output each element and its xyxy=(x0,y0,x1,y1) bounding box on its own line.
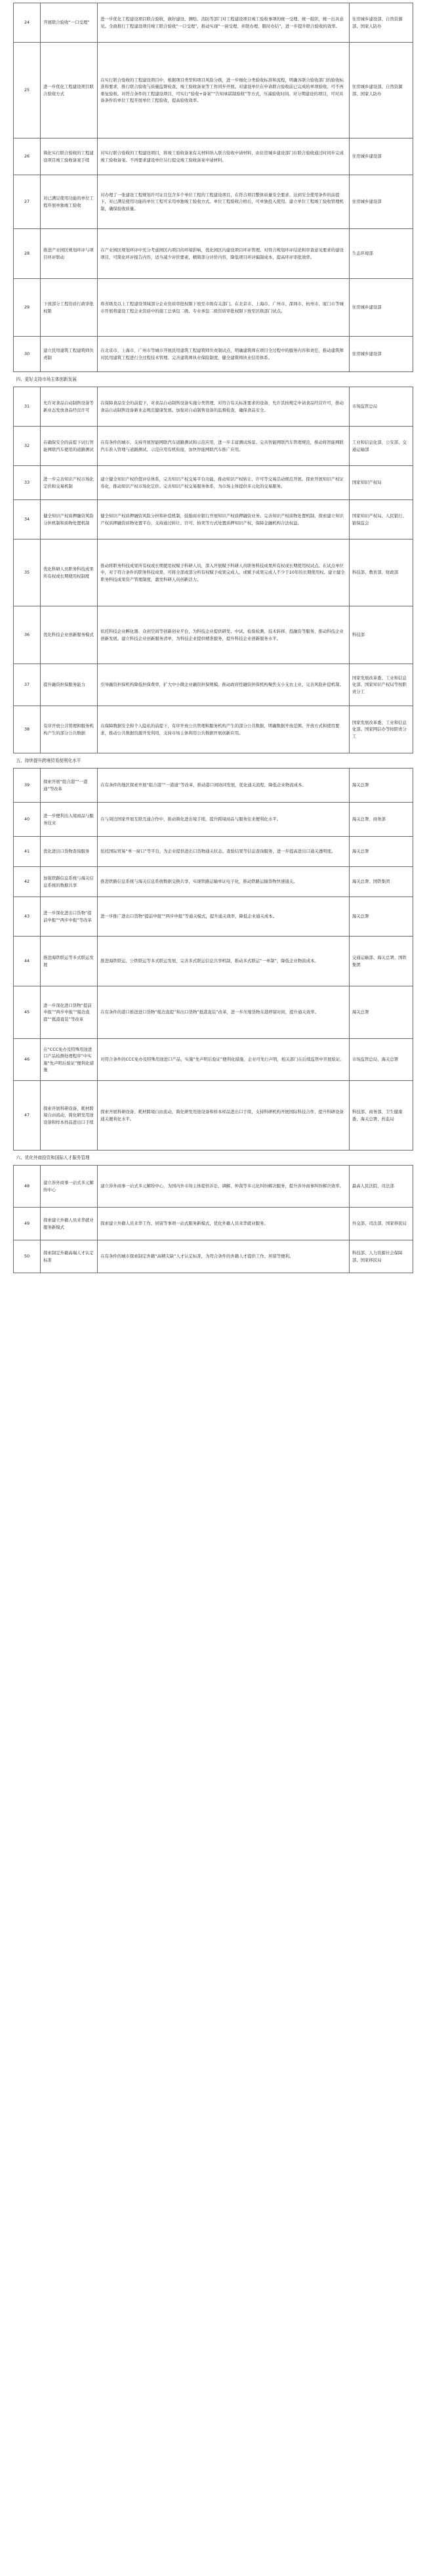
table-row xyxy=(14,1039,413,1081)
responsible-department: 海关总署 xyxy=(349,986,413,1039)
item-content: 进一步推广进出口货物“提前申报”“两步申报”等通关模式，提升通关效率，降低企业通关成本。 xyxy=(98,897,350,937)
item-number: 34 xyxy=(14,500,41,539)
table-row xyxy=(14,706,413,753)
table-row xyxy=(14,937,413,986)
item-number: 48 xyxy=(14,1166,41,1208)
item-name: 进一步完善知识产权市场化定价和交易机制 xyxy=(41,466,98,500)
item-number: 25 xyxy=(14,43,41,138)
table-body xyxy=(14,3,413,1273)
responsible-department: 科技部、人力资源社会保障部、国家移民局 xyxy=(349,1240,413,1273)
section-heading: 六、优化外商投资和国际人才服务管理 xyxy=(14,1151,413,1166)
item-content: 在与周边国家开展互联互通合作中，推动简化进出境手续，提升跨境商品与服务往来便利化水平。 xyxy=(98,803,350,837)
responsible-department: 海关总署、国铁集团 xyxy=(349,867,413,897)
item-name: 进一步深化进出口货物“提前申报”“两步申报”等改革 xyxy=(41,897,98,937)
item-number: 30 xyxy=(14,337,41,372)
item-name: 推进海铁联运等多式联运发展 xyxy=(41,937,98,986)
table-row xyxy=(14,606,413,664)
item-number: 42 xyxy=(14,867,41,897)
table-row xyxy=(14,986,413,1039)
item-content: 在有条件的港口推进进口货物“船边直提”和出口货物“抵港直装”改革，进一步压缩货物在港停留时间，提升通关效率。 xyxy=(98,986,350,1039)
item-name: 建立民用建筑工程建筑师负责制 xyxy=(41,337,98,372)
table-row xyxy=(14,138,413,175)
item-number: 40 xyxy=(14,803,41,837)
table-row xyxy=(14,387,413,427)
item-number: 31 xyxy=(14,387,41,427)
item-name: 推进产业园区规划环评与项目环评联动 xyxy=(41,229,98,279)
table-row xyxy=(14,3,413,43)
item-content: 探索开展科研设备、耗材跨境自由流动，简化研发用途设备和样本样品进出口手续，支持科研机构开展国际科技合作，提升科研设备通关便利化水平。 xyxy=(98,1081,350,1151)
item-content: 引导融资担保机构降低担保费率，扩大中小微企业融资担保规模。推动政府性融资担保机构聚焦支小支农主业，完善风险补偿机制。 xyxy=(98,664,350,706)
item-content: 依托国际贸易“单一窗口”等平台，为企业提供进出口货物通关状态、查验结果等信息查询服务，进一步提高进出口通关透明度。 xyxy=(98,837,350,867)
item-name: 有序开放公共管理和服务机构产生的部分公共数据 xyxy=(41,706,98,753)
item-number: 36 xyxy=(14,606,41,664)
section-heading-row xyxy=(14,1151,413,1166)
item-number: 49 xyxy=(14,1208,41,1240)
item-name: 提升融资担保服务能力 xyxy=(41,664,98,706)
item-number: 38 xyxy=(14,706,41,753)
section-heading: 五、持续提升跨境贸易便利化水平 xyxy=(14,753,413,769)
table-row xyxy=(14,466,413,500)
item-name: 允许对食品自动制售设备等新业态发放食品经营许可 xyxy=(41,387,98,427)
item-number: 33 xyxy=(14,466,41,500)
item-name: 进一步深化进口货物“提前申报”“两步申报”“船边直提”“抵港直装”等改革 xyxy=(41,986,98,1039)
responsible-department: 住房城乡建设部、自然资源部、国家人防办 xyxy=(349,3,413,43)
responsible-department: 海关总署 xyxy=(349,897,413,937)
table-row xyxy=(14,1240,413,1273)
responsible-department: 住房城乡建设部 xyxy=(349,279,413,337)
responsible-department: 最高人民法院、司法部 xyxy=(349,1166,413,1208)
item-content: 探索建立外籍人员来华工作、居留等事项一站式服务新模式，优化外籍人员来华就业服务。 xyxy=(98,1208,350,1240)
responsible-department: 国家发展改革委、工业和信息化部、国家知识产权局等按职责分工 xyxy=(349,664,413,706)
item-content: 对办理了一张建设工程规划许可证且包含多个单位工程的工程建设项目，在符合项目整体质量安全要求、达到安全使用条件的前提下，对已满足使用功能的单位工程可采用单独竣工验收方式。单位工程验收合格后，可单独投入使用。建立单位工程竣工验收管理机制，确保验收质量。 xyxy=(98,175,350,229)
item-name: 建立涉外商事一站式多元解纷中心 xyxy=(41,1166,98,1208)
responsible-department: 市场监管总局、海关总署 xyxy=(349,1039,413,1081)
table-row xyxy=(14,1081,413,1151)
item-number: 45 xyxy=(14,986,41,1039)
table-row xyxy=(14,867,413,897)
item-name: 优化进出口货物查询服务 xyxy=(41,837,98,867)
responsible-department: 生态环境部 xyxy=(349,229,413,279)
responsible-department: 市场监管总局 xyxy=(349,387,413,427)
item-content: 在有条件的城市探索制定外籍“高精尖缺”人才认定标准，为符合条件的外籍人才提供工作、居留等便利。 xyxy=(98,1240,350,1273)
item-content: 对符合条件的CCC免办及特殊用途进口产品，实施“先声明后验证”便利化措施，企业可先行声明，相关部门在后续监管中开展验证。 xyxy=(98,1039,350,1081)
item-number: 28 xyxy=(14,229,41,279)
item-number: 37 xyxy=(14,664,41,706)
item-content: 在有条件的地区探索开展“组合港”“一港通”等改革，推动港口间协同发展，优化通关流程，降低企业物流成本。 xyxy=(98,769,350,803)
item-name: 进一步优化工程建设项目联合验收方式 xyxy=(41,43,98,138)
item-number: 39 xyxy=(14,769,41,803)
item-name: 在确保安全的前提下试行智能网联汽车使用的道路测试 xyxy=(41,427,98,466)
responsible-department: 海关总署、商务部 xyxy=(349,803,413,837)
table-row xyxy=(14,175,413,229)
responsible-department: 海关总署 xyxy=(349,769,413,803)
item-name: 健全知识产权质押融资风险分担机制和质物处置机制 xyxy=(41,500,98,539)
item-name: 探索开展科研设备、耗材跨境自由流动，简化研发用途设备和样本样品进出口手续 xyxy=(41,1081,98,1151)
item-number: 29 xyxy=(14,279,41,337)
table-row xyxy=(14,837,413,867)
item-content: 推动将职务科技成果所有权或长期使用权赋予科研人员，深入开展赋予科研人员职务科技成果所有权或长期使用权试点。在试点单位中，对于符合条件的职务科技成果，可将全部或部分所有权赋予成果完成人，或赋予成果完成人不少于10年的长期使用权。建立健全职务科技成果资产管理制度，激发科研人员创新活力。 xyxy=(98,539,350,606)
table-row xyxy=(14,337,413,372)
section-heading-row xyxy=(14,753,413,769)
item-number: 32 xyxy=(14,427,41,466)
item-name: 加强铁路信息系统与海关信息系统的数据共享 xyxy=(41,867,98,897)
responsible-department: 工业和信息化部、公安部、交通运输部 xyxy=(349,427,413,466)
item-name: 下放部分工程资质行政审批权限 xyxy=(41,279,98,337)
responsible-department: 交通运输部、海关总署、国铁集团 xyxy=(349,937,413,986)
table-row xyxy=(14,1208,413,1240)
item-content: 推进铁路信息系统与海关信息系统数据交换共享，实现铁路运输单证电子化，推动铁路运输货物快速通关。 xyxy=(98,867,350,897)
item-number: 43 xyxy=(14,897,41,937)
item-content: 在有条件的城市，支持开展智能网联汽车道路测试和示范应用，进一步丰富测试场景。完善智能网联汽车管理规范，推动将智能网联汽车准入管理与道路测试、示范应用有机衔接，加快智能网联汽车推广应用。 xyxy=(98,427,350,466)
item-name: 优化科研人员职务科技成果所有权或长期使用权制度 xyxy=(41,539,98,606)
responsible-department: 国家发展改革委、工业和信息化部、国家网信办等按职责分工 xyxy=(349,706,413,753)
item-content: 建立健全知识产权价值评估体系，完善知识产权交易平台功能，推动知识产权转让、许可等交易活动规范开展。探索开展知识产权证券化，推动知识产权市场化定价。完善知识产权交易服务体系，为市场主体提供多元化的交易服务。 xyxy=(98,466,350,500)
item-content: 建立涉外商事一站式多元解纷中心，为国内外市场主体提供诉讼、调解、仲裁等多元化纠纷解决服务，提升涉外商事纠纷解决效率。 xyxy=(98,1166,350,1208)
item-name: 对已满足使用功能的单位工程开展单独竣工验收 xyxy=(41,175,98,229)
item-number: 24 xyxy=(14,3,41,43)
responsible-department: 科技部 xyxy=(349,606,413,664)
item-name: 探索建立外籍人员来华就业服务新模式 xyxy=(41,1208,98,1240)
item-name: 在“CCC免办及特殊用途进口产品检测处理程序”中实施“先声明后验证”便利化措施 xyxy=(41,1039,98,1081)
item-content: 进一步优化工程建设项目联合验收，做好建设、测绘、消防等部门对工程建设项目竣工验收事项的统一受理、统一组织，统一出具意见。全面推行工程建设项目竣工联合验收“一口受理”，推动实现“一窗受理、并联办理、限时办结”，进一步提升联合验收的效率。 xyxy=(98,3,350,43)
table-row xyxy=(14,229,413,279)
item-number: 50 xyxy=(14,1240,41,1273)
item-content: 在产业园区规划环评中充分考虑园区内项目的环境影响，优化园区内建设项目环评管理。对符合规划环评结论和审查意见要求的建设项目，可简化环评报告内容，适当减少评价要素，精简部分评价内容，降低项目环评编制成本，提高环评审批效率。 xyxy=(98,229,350,279)
item-content: 在保障数据安全和个人隐私的前提下，有序开放公共管理和服务机构产生的部分公共数据，明确数据开放范围、开放方式和使用要求，推动公共数据资源开发利用，支持市场主体利用公共数据开展创新应用。 xyxy=(98,706,350,753)
item-content: 对实行联合验收的工程建设项目，将竣工验收备案有关材料纳入联合验收申请材料，由住房城乡建设部门在联合验收通过时同步完成竣工验收备案。不再要求建设单位另行提交竣工验收备案申请材料。 xyxy=(98,138,350,175)
responsible-department: 国家知识产权局、人民银行、银保监会 xyxy=(349,500,413,539)
item-content: 在实行联合验收的工程建设项目中，根据项目类型和项目风险分级，进一步细化分类验收标准和流程，明确各联合验收部门的验收标准和要求，推行联合验收与质量监督检查、竣工验收备案等工作同步开展。对建设单位在申请联合验收前已完成的单项验收，可不再重复验收。对符合条件的工程建设项目，可实行“验收+备案”“告知承诺制验收”等方式，压减验收时间。对分期建设的项目，可对具备条件的单位工程开展单位工程验收，提高验收效率。 xyxy=(98,43,350,138)
item-number: 47 xyxy=(14,1081,41,1151)
responsible-department: 国家知识产权局 xyxy=(349,466,413,500)
item-name: 进一步便利出入境商品与服务往来 xyxy=(41,803,98,837)
item-number: 35 xyxy=(14,539,41,606)
responsible-department: 海关总署 xyxy=(349,837,413,867)
item-content: 推进海铁联运、公铁联运等多式联运发展，完善多式联运信息共享机制，推动多式联运“一单制”，降低企业物流成本。 xyxy=(98,937,350,986)
item-content: 在北京市、上海市、广州市等城市开展民用建筑工程建筑师负责制试点，明确建筑师在项目全过程中的服务内容和责任，推动建筑师对民用建筑工程进行全过程技术管理。完善建筑师执业保险制度，健全建筑师执业信用体系。 xyxy=(98,337,350,372)
item-number: 46 xyxy=(14,1039,41,1081)
item-number: 44 xyxy=(14,937,41,986)
item-content: 依托科技企业孵化器、众创空间等创新创业平台，为科技企业提供研发、中试、检验检测、技术转移、投融资等服务，推动科技企业创新发展。建立科技企业创新服务清单，为科技企业提供精准服务，提升科技企业创新服务水平。 xyxy=(98,606,350,664)
responsible-department: 科技部、商务部、卫生健康委、海关总署、药监局 xyxy=(349,1081,413,1151)
table-row xyxy=(14,279,413,337)
item-content: 健全知识产权质押融资风险分担和补偿机制，鼓励商业银行开展知识产权质押融资业务。完善知识产权质物处置机制，探索建立知识产权质押融资质物处置平台，支持通过转让、许可、拍卖等方式处置质押知识产权，保障金融机构合法权益。 xyxy=(98,500,350,539)
reform-measures-table xyxy=(13,3,413,1273)
section-heading-row xyxy=(14,372,413,387)
table-row xyxy=(14,43,413,138)
item-name: 探索制定外籍高端人才认定标准 xyxy=(41,1240,98,1273)
responsible-department: 住房城乡建设部 xyxy=(349,175,413,229)
item-name: 探索开展“组合港”“一港通”等改革 xyxy=(41,769,98,803)
table-row xyxy=(14,803,413,837)
table-row xyxy=(14,1166,413,1208)
table-row xyxy=(14,427,413,466)
item-number: 26 xyxy=(14,138,41,175)
responsible-department: 科技部、教育部、财政部 xyxy=(349,539,413,606)
item-number: 41 xyxy=(14,837,41,867)
item-name: 优化科技企业创新服务模式 xyxy=(41,606,98,664)
responsible-department: 住房城乡建设部、自然资源部、国家人防办 xyxy=(349,43,413,138)
item-name: 开展联合验收“一口受理” xyxy=(41,3,98,43)
responsible-department: 住房城乡建设部 xyxy=(349,138,413,175)
item-content: 在保障食品安全的前提下，对食品自动制售设备实施分类管理，对符合有关标准要求的设备，允许其按规定申请食品经营许可，推动食品自动制售设备新业态规范健康发展。加强对自动制售设备的监督检查，确保食品安全。 xyxy=(98,387,350,427)
item-number: 27 xyxy=(14,175,41,229)
responsible-department: 住房城乡建设部 xyxy=(349,337,413,372)
section-heading: 四、更好支持市场主体创新发展 xyxy=(14,372,413,387)
item-content: 将省级及以上工程建设领域部分企业资质审批权限下放至市级有关部门。在北京市、上海市、广州市、深圳市、杭州市、厦门市等城市开展将建设工程企业资质中的施工总承包二级、专业承包二级资质审批权限下放至区级部门试点。 xyxy=(98,279,350,337)
table-row xyxy=(14,539,413,606)
table-row xyxy=(14,664,413,706)
responsible-department: 外交部、司法部、国家移民局 xyxy=(349,1208,413,1240)
item-name: 简化实行联合验收的工程建设项目竣工验收备案手续 xyxy=(41,138,98,175)
table-row xyxy=(14,897,413,937)
table-row xyxy=(14,500,413,539)
table-row xyxy=(14,769,413,803)
